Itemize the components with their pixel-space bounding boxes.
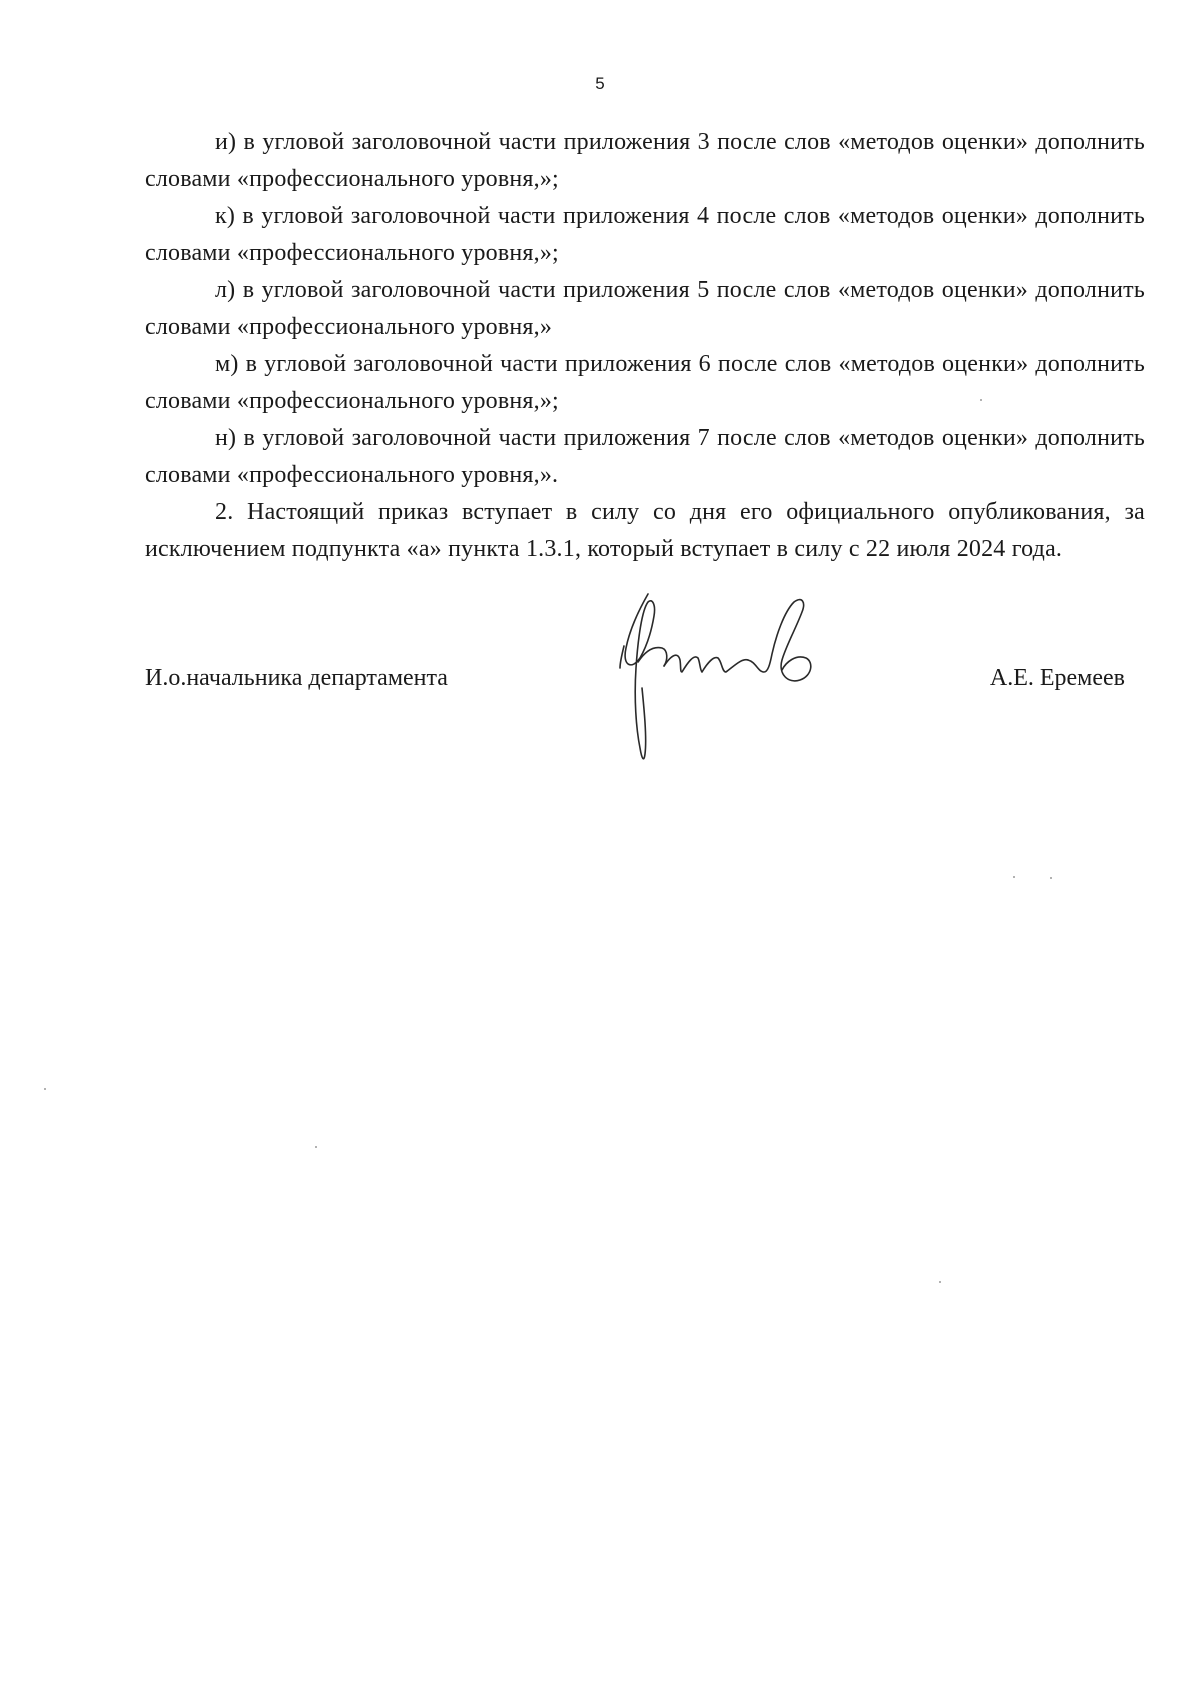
handwritten-signature: [618, 588, 858, 788]
paragraph-clause-2: 2. Настоящий приказ вступает в силу со дня его официального опубликования, за исключением подпункта «а» пункта 1.3.1, который вступает в силу с 22 июля 2024 года.: [145, 499, 1145, 562]
scan-speck: [939, 1281, 941, 1283]
paragraph-item-i: и) в угловой заголовочной части приложения 3 после слов «методов оценки» дополнить словами «профессионального уровня,»;: [145, 129, 1145, 192]
paragraph-item-k: к) в угловой заголовочной части приложения 4 после слов «методов оценки» дополнить словами «профессионального уровня,»;: [145, 203, 1145, 266]
scan-speck: [315, 1146, 317, 1148]
document-body: [145, 124, 1145, 568]
signatory-name: А.Е. Еремеев: [989, 665, 1125, 691]
paragraph-item-m: м) в угловой заголовочной части приложения 6 после слов «методов оценки» дополнить словами «профессионального уровня,»;: [145, 351, 1145, 414]
scan-speck: [44, 1088, 46, 1090]
page-number: 5: [595, 74, 605, 93]
paragraph-item-n: н) в угловой заголовочной части приложения 7 после слов «методов оценки» дополнить словами «профессионального уровня,».: [145, 425, 1145, 488]
signatory-position: И.о.начальника департамента: [145, 665, 448, 691]
scan-speck: [980, 399, 982, 401]
paragraph-item-l: л) в угловой заголовочной части приложения 5 после слов «методов оценки» дополнить словами «профессионального уровня,»: [145, 277, 1145, 340]
scan-speck: [1013, 876, 1015, 878]
scan-speck: [1050, 877, 1052, 879]
